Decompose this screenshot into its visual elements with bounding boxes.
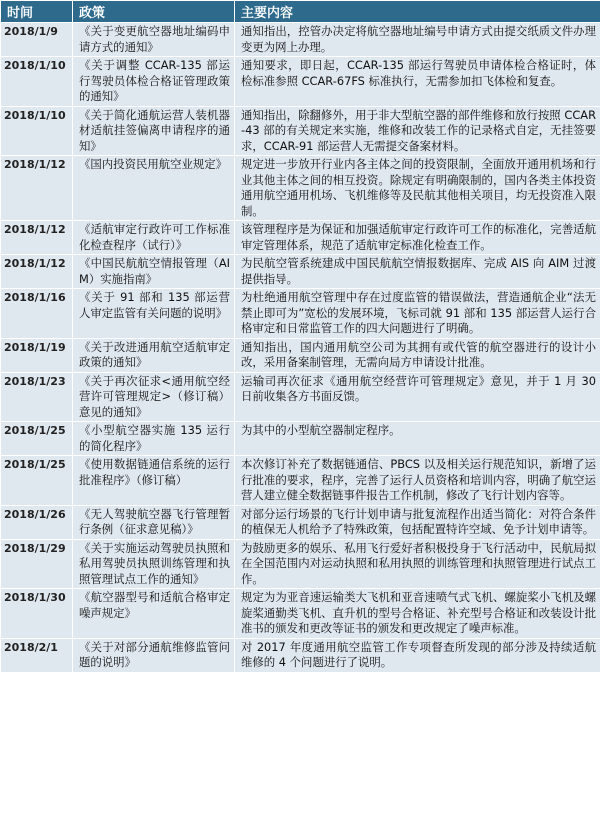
date-cell: 2018/1/9: [1, 23, 73, 57]
date-cell: 2018/1/19: [1, 338, 73, 372]
content-cell: 规定进一步放开行业内各主体之间的投资限制，全面放开通用机场和行业其他主体之间的相互投资。除规定有明确限制的，国内各类主体投资通用航空通用机场、飞机维修等及民航其他相关项目，均无投资准入限制。: [235, 156, 600, 221]
policy-cell: 《关于对部分通航维修监管问题的说明》: [73, 638, 235, 672]
policy-cell: 《关于调整 CCAR-135 部运行驾驶员体检合格证管理政策的通知》: [73, 57, 235, 107]
date-cell: 2018/1/16: [1, 289, 73, 339]
table-body: [1, 23, 600, 673]
date-cell: 2018/1/10: [1, 57, 73, 107]
table-row: [1, 505, 600, 539]
policy-cell: 《使用数据链通信系统的运行批准程序》（修订稿）: [73, 456, 235, 506]
table-row: [1, 589, 600, 639]
content-cell: 对 2017 年度通用航空监管工作专项督查所发现的部分涉及持续适航维修的 4 个问题进行了说明。: [235, 638, 600, 672]
table-header-row: [1, 1, 600, 23]
date-cell: 2018/1/26: [1, 505, 73, 539]
date-cell: 2018/1/25: [1, 456, 73, 506]
content-cell: 为鼓励更多的娱乐、私用飞行爱好者积极投身于飞行活动中，民航局拟在全国范围内对运动执照和私用执照的训练管理和执照管理进行试点工作。: [235, 539, 600, 589]
date-cell: 2018/1/10: [1, 106, 73, 156]
table-row: [1, 422, 600, 456]
table-row: [1, 23, 600, 57]
date-cell: 2018/1/25: [1, 422, 73, 456]
date-cell: 2018/1/12: [1, 221, 73, 255]
policy-cell: 《小型航空器实施 135 运行的简化程序》: [73, 422, 235, 456]
table-row: [1, 221, 600, 255]
policy-cell: 《关于再次征求<通用航空经营许可管理规定>（修订稿）意见的通知》: [73, 372, 235, 422]
table-row: [1, 372, 600, 422]
policy-cell: 《国内投资民用航空业规定》: [73, 156, 235, 221]
content-cell: 对部分运行场景的飞行计划申请与批复流程作出适当简化：对符合条件的植保无人机给予了特殊政策，包括配置特许空域、免予计划申请等。: [235, 505, 600, 539]
table-row: [1, 255, 600, 289]
table-row: [1, 289, 600, 339]
content-cell: 通知指出，国内通用航空公司为其拥有或代管的航空器进行的设计小改，采用备案制管理，无需向局方申请设计批准。: [235, 338, 600, 372]
header-content: 主要内容: [235, 1, 600, 23]
policy-cell: 《中国民航航空情报管理（AIM）实施指南》: [73, 255, 235, 289]
content-cell: 为民航空管系统建成中国民航航空情报数据库、完成 AIS 向 AIM 过渡提供指导。: [235, 255, 600, 289]
date-cell: 2018/1/23: [1, 372, 73, 422]
content-cell: 运输司再次征求《通用航空经营许可管理规定》意见，并于 1 月 30 日前收集各方书面反馈。: [235, 372, 600, 422]
date-cell: 2018/2/1: [1, 638, 73, 672]
table-row: [1, 156, 600, 221]
header-policy: 政策: [73, 1, 235, 23]
header-date: 时间: [1, 1, 73, 23]
policy-cell: 《关于简化通航运营人装机器材适航挂签偏离申请程序的通知》: [73, 106, 235, 156]
table-row: [1, 57, 600, 107]
content-cell: 为其中的小型航空器制定程序。: [235, 422, 600, 456]
content-cell: 通知要求，即日起，CCAR-135 部运行驾驶员申请体检合格证时，体检标准参照 CCAR-67FS 标准执行，无需参加扣飞体检和复查。: [235, 57, 600, 107]
policy-cell: 《适航审定行政许可工作标准化检查程序（试行）》: [73, 221, 235, 255]
policy-cell: 《关于变更航空器地址编码申请方式的通知》: [73, 23, 235, 57]
content-cell: 规定为为亚音速运输类大飞机和亚音速喷气式飞机、螺旋桨小飞机及螺旋桨通勤类飞机、直升机的型号合格证、补充型号合格证和改装设计批准书的颁发和更改等证书的颁发和更改规定了噪声标准。: [235, 589, 600, 639]
date-cell: 2018/1/30: [1, 589, 73, 639]
date-cell: 2018/1/12: [1, 255, 73, 289]
policy-cell: 《关于改进通用航空适航审定政策的通知》: [73, 338, 235, 372]
date-cell: 2018/1/29: [1, 539, 73, 589]
table-row: [1, 456, 600, 506]
policy-cell: 《关于 91 部和 135 部运营人审定监管有关问题的说明》: [73, 289, 235, 339]
table-row: [1, 638, 600, 672]
content-cell: 通知指出，控管办决定将航空器地址编号申请方式由提交纸质文件办理变更为网上办理。: [235, 23, 600, 57]
content-cell: 该管理程序是为保证和加强适航审定行政许可工作的标准化，完善适航审定管理体系，规范了适航审定标准化检查工作。: [235, 221, 600, 255]
content-cell: 为杜绝通用航空管理中存在过度监管的错误做法，营造通航企业“法无禁止即可为”宽松的发展环境，飞标司就 91 部和 135 部运营人运行合格审定和日常监管工作的四大问题进行了明确。: [235, 289, 600, 339]
content-cell: 本次修订补充了数据链通信、PBCS 以及相关运行规范知识，新增了运行批准的要求，程序，完善了运行人员资格和培训内容，明确了航空运营人建立健全数据链事件报告工作机制，修改了飞行计划内容等。: [235, 456, 600, 506]
table-row: [1, 539, 600, 589]
table-row: [1, 338, 600, 372]
policy-cell: 《关于实施运动驾驶员执照和私用驾驶员执照训练管理和执照管理试点工作的通知》: [73, 539, 235, 589]
table-row: [1, 106, 600, 156]
policy-cell: 《航空器型号和适航合格审定噪声规定》: [73, 589, 235, 639]
content-cell: 通知指出，除翻修外，用于非大型航空器的部件维修和放行按照 CCAR-43 部的有关规定来实施，维修和改装工作的记录格式自定，无挂签要求，CCAR-91 部运营人无需提交备案材料。: [235, 106, 600, 156]
date-cell: 2018/1/12: [1, 156, 73, 221]
policy-cell: 《无人驾驶航空器飞行管理暂行条例（征求意见稿）》: [73, 505, 235, 539]
